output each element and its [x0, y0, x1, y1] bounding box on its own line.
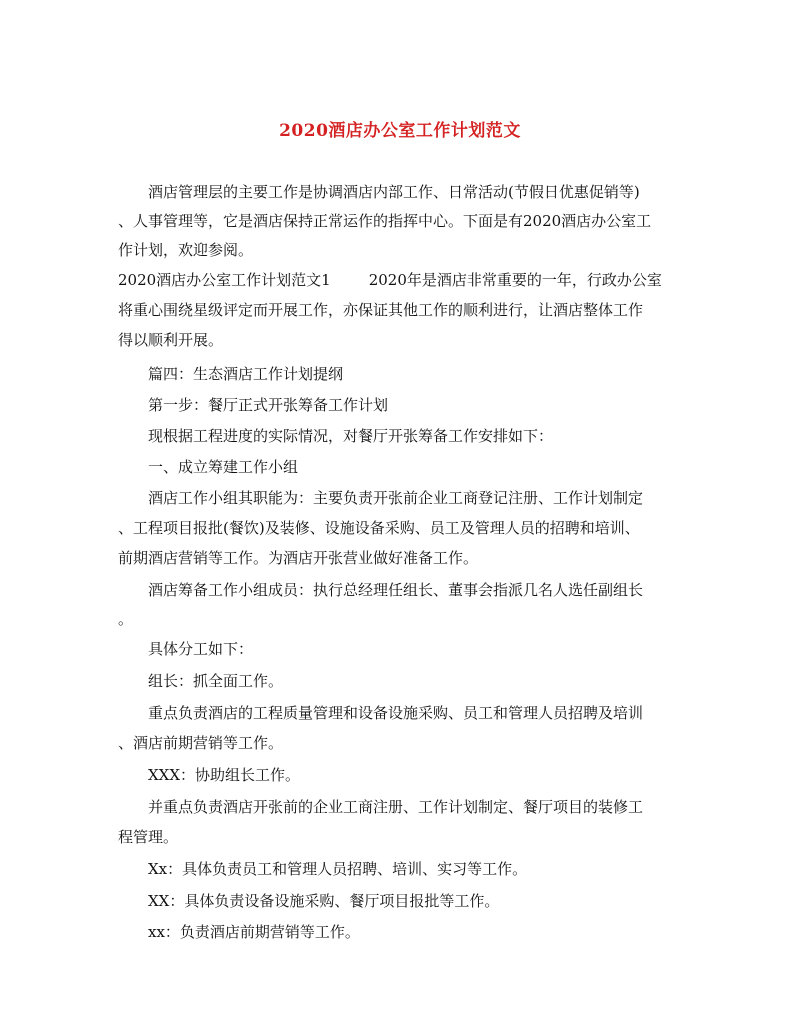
paragraph-line: 并重点负责酒店开张前的企业工商注册、工作计划制定、餐厅项目的装修工 — [148, 798, 644, 816]
paragraph-line: 第一步：餐厅正式开张筹备工作计划 — [148, 396, 389, 414]
paragraph-line: 现根据工程进度的实际情况，对餐厅开张筹备工作安排如下： — [148, 427, 554, 445]
paragraph-line: 作计划，欢迎参阅。 — [118, 241, 254, 259]
paragraph-line: 具体分工如下： — [148, 640, 254, 658]
paragraph-line: 酒店管理层的主要工作是协调酒店内部工作、日常活动(节假日优惠促销等) — [148, 183, 640, 201]
paragraph-line: 、工程项目报批(餐饮)及装修、设施设备采购、员工及管理人员的招聘和培训、 — [118, 519, 640, 537]
paragraph-line: 酒店筹备工作小组成员：执行总经理任组长、董事会指派几名人选任副组长 — [148, 581, 644, 599]
paragraph-line: 组长：抓全面工作。 — [148, 672, 284, 690]
document-title: 2020酒店办公室工作计划范文 — [279, 121, 521, 141]
paragraph-line: 酒店工作小组其职能为：主要负责开张前企业工商登记注册、工作计划制定 — [148, 489, 644, 507]
paragraph-line — [118, 270, 662, 290]
paragraph-line: 将重心围绕星级评定而开展工作，亦保证其他工作的顺利进行，让酒店整体工作 — [118, 301, 644, 319]
paragraph-line: XXX：协助组长工作。 — [148, 766, 301, 784]
paragraph-line: 重点负责酒店的工程质量管理和设备设施采购、员工和管理人员招聘及培训 — [148, 704, 644, 722]
paragraph-line: 得以顺利开展。 — [118, 331, 224, 349]
section-heading: 2020酒店办公室工作计划范文1 — [118, 271, 331, 289]
paragraph-line: 、酒店前期营销等工作。 — [118, 734, 284, 752]
paragraph-line: 篇四：生态酒店工作计划提纲 — [148, 365, 344, 383]
paragraph-line: 一、成立筹建工作小组 — [148, 458, 299, 476]
paragraph-line: 。 — [118, 610, 134, 628]
paragraph-line: 程管理。 — [118, 828, 179, 846]
paragraph-text: 2020年是酒店非常重要的一年，行政办公室 — [368, 271, 662, 289]
paragraph-line: Xx：具体负责员工和管理人员招聘、培训、实习等工作。 — [148, 860, 528, 878]
paragraph-line: XX：具体负责设备设施采购、餐厅项目报批等工作。 — [148, 892, 500, 910]
paragraph-line: 、人事管理等，它是酒店保持正常运作的指挥中心。下面是有2020酒店办公室工 — [118, 212, 652, 230]
paragraph-line: xx：负责酒店前期营销等工作。 — [148, 923, 360, 941]
paragraph-line: 前期酒店营销等工作。为酒店开张营业做好准备工作。 — [118, 549, 479, 567]
